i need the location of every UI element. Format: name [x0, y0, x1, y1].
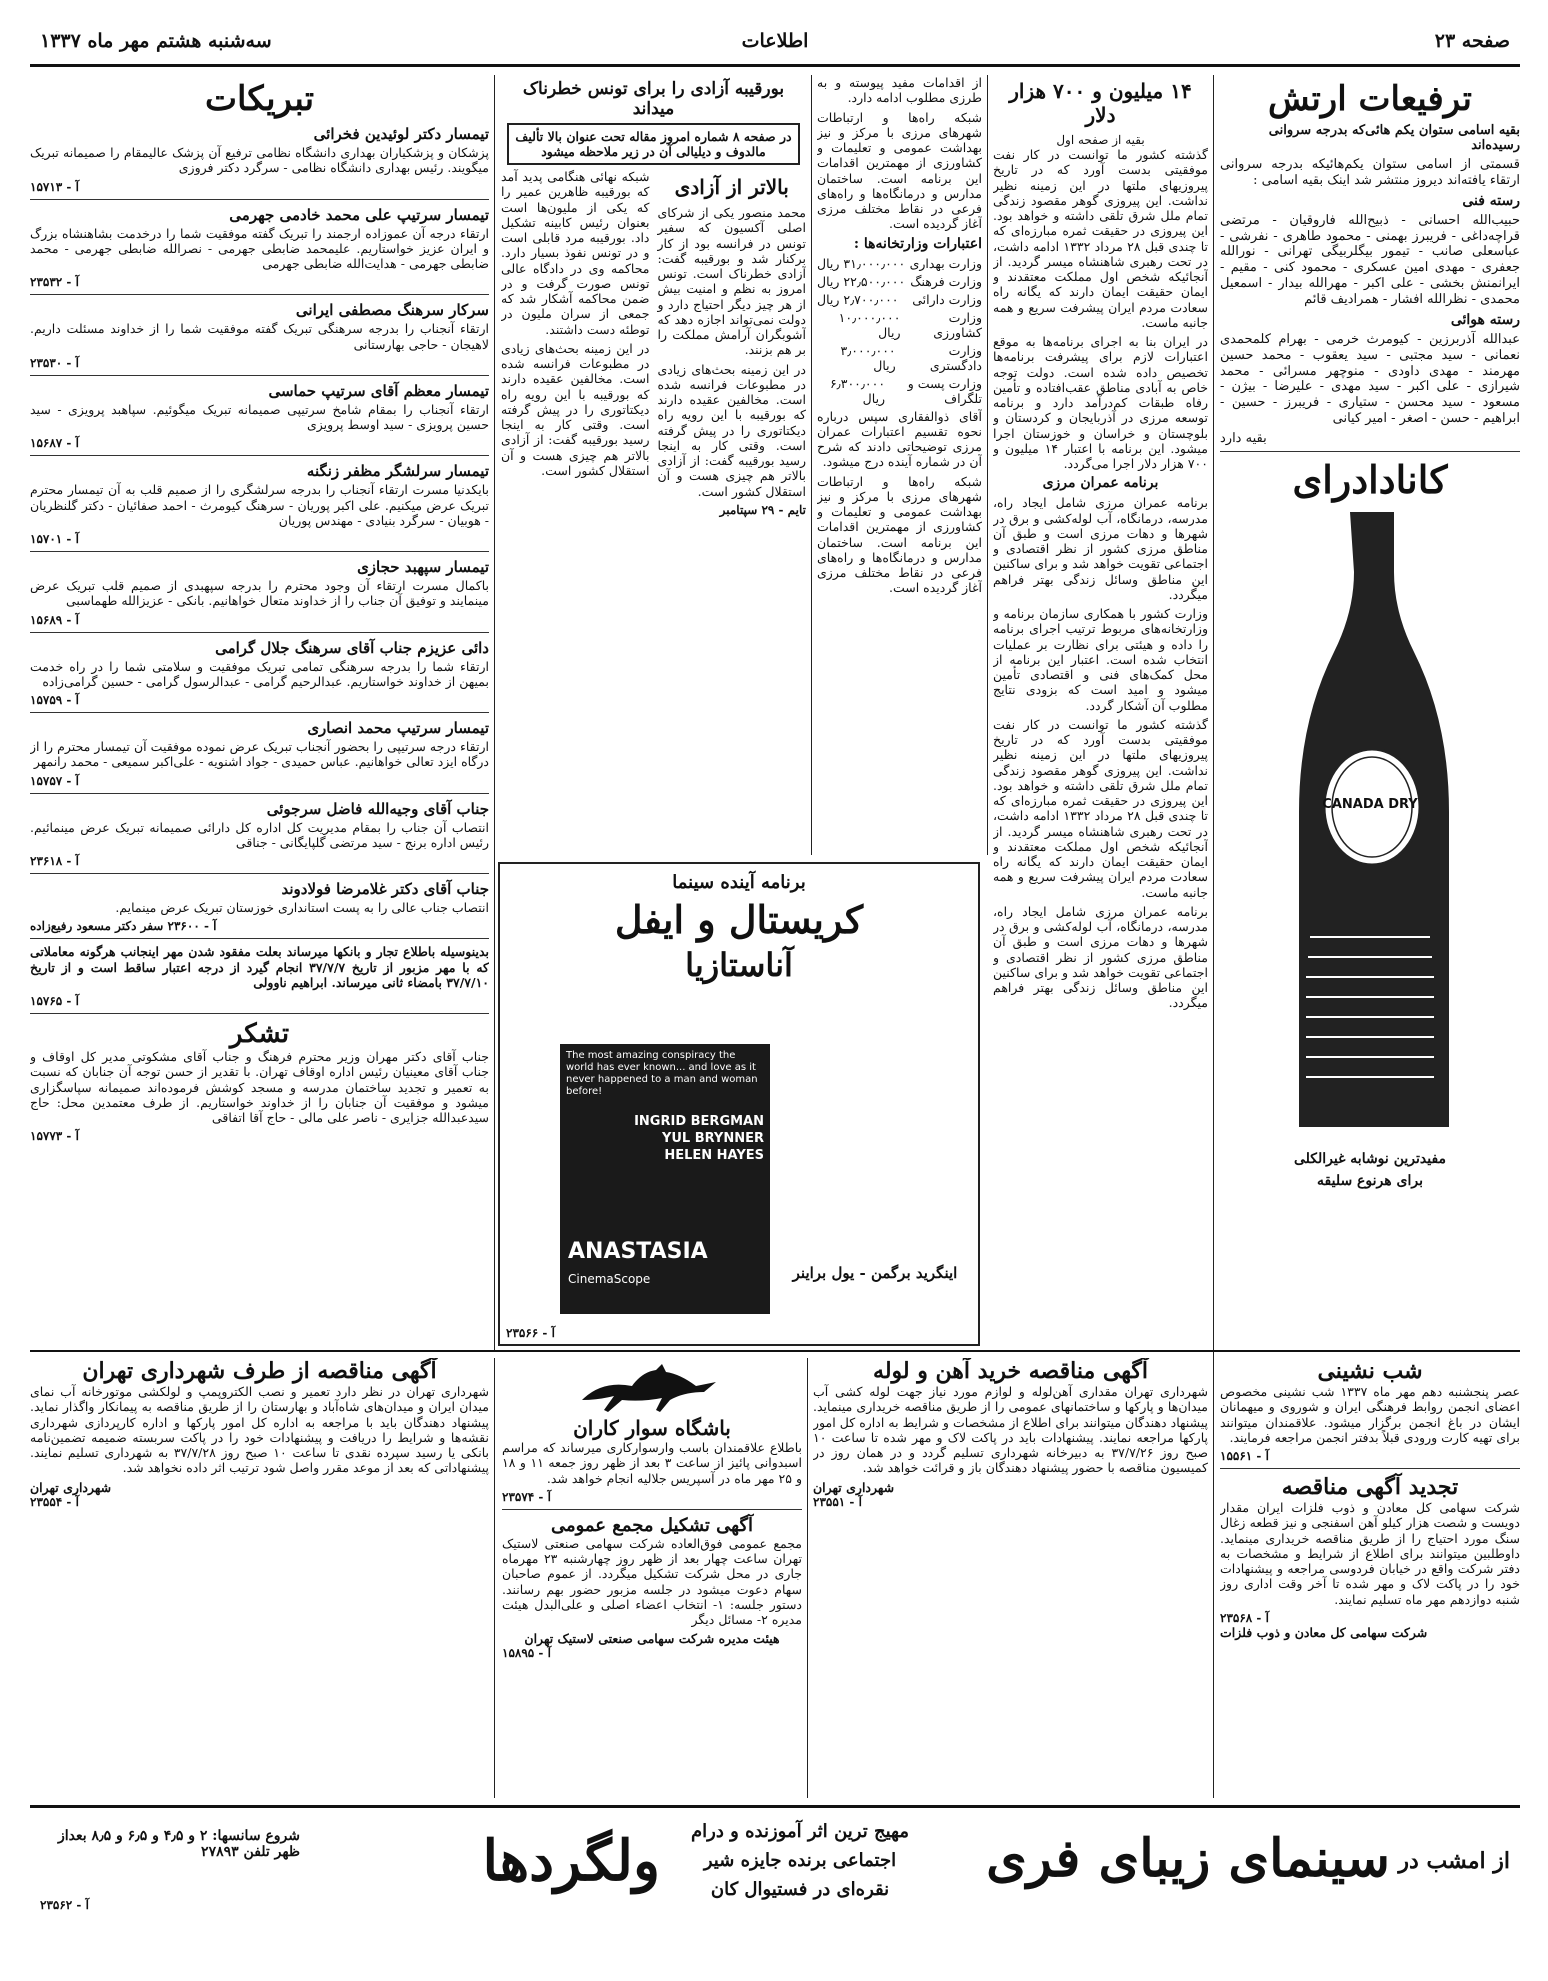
column-budget — [817, 75, 982, 855]
divider — [502, 1509, 802, 1510]
budget-row — [817, 292, 982, 307]
tender-renewal-text: شرکت سهامی کل معادن و ذوب فلزات ایران مقدار دویست و شصت هزار کیلو آهن اسفنجی و نیز قطعه زغال سنگ مورد احتیاج را از طریق مناقصه خریداری مینماید. داوطلبین میتوانند برای اطلاع از شرایط و مشخصات به دفتر شرکت واقع در خیابان فردوسی مراجعه و پیشنهادات خود را در پاکت لاک و مهر شده تا آخر وقت اداری روز شنبه دوازدهم مهر ماه تسلیم نمایند. — [1220, 1500, 1520, 1607]
divider — [1220, 1468, 1520, 1469]
horse-club-title: باشگاه سوار کاران — [573, 1416, 731, 1440]
ad-code: آ - ۱۵۷۵۷ — [30, 773, 79, 788]
page-number: صفحه ۲۳ — [1434, 30, 1510, 52]
cinema-ad-title: برنامه آینده سینما — [672, 872, 806, 893]
column-promotions — [1220, 75, 1520, 1350]
film-poster — [560, 1044, 770, 1314]
congrats-text: بایکدنیا مسرت ارتقاء آنجناب را بدرجه سرلشگری را از صمیم قلب به آن تیمسار محترم تبریک عرض میکنیم. علی اکبر پوریان - سرهنگ کیومرث - احمد صفائیان - دکتر گلنظریان - هوبیان - سرگرد بنیادی - مهندس پوریان — [30, 482, 489, 528]
branch-technical-names: حبیب‌الله احسانی - ذبیح‌الله فاروقیان - مرتضی قراچه‌داغی - فریبرز بهمنی - محمود طاهری - نفرشی - عباسعلی صانب - تیمور بیگلربیگی تهرانی - نورالله جعفری - مهدی امین عسکری - محمود کنی - مقیم - ایرانمنش بخشی - علی اکبر - مهرالله بیدار - اسمعیل محمدی - نظرالله افشار - همرادیف قائم — [1220, 212, 1520, 308]
thanks-text: جناب آقای دکتر مهران وزیر محترم فرهنگ و جناب آقای مشکوتی مدیر کل اوقاف و جناب آقای معینیان رئیس اداره اوقاف تهران. با تقدیر از حسن توجه آن جنابان که نسبت به تعمیر و تجدید ساختمان مدرسه و مسجد کوشش فرموده‌اند صمیمانه سپاسگزاری میشود و موفقیت آن جنابان را از خداوند خواستاریم. از طرف معتمدین محل: حاج سیدعبدالله جزایری - ناصر علی مالی - حاج آقا اتفاقی — [30, 1049, 489, 1125]
column-border-development — [993, 75, 1208, 1350]
poster-tagline: The most amazing conspiracy the world has ever known... and love as it never happened to a man and woman before! — [566, 1050, 758, 1097]
divider — [30, 712, 489, 713]
bourguiba-title: بورقیبه آزادی را برای تونس خطرناک میداند — [522, 79, 785, 119]
congrats-item — [30, 125, 489, 200]
cast-name: HELEN HAYES — [664, 1147, 764, 1163]
issue-date: سه‌شنبه هشتم مهر ماه ۱۳۳۷ — [40, 30, 272, 52]
ministry: وزارت پست و تلگراف — [907, 375, 982, 406]
article-paragraph: شبکه راه‌ها و ارتباطات شهرهای مرزی با مرکز و نیز بهداشت عمومی و تعلیمات و کشاورزی از مهمترین اقدامات این برنامه است. ساختمان مدارس و درمانگاه‌ها و راه‌های فرعی در نقاط مختلف مرزی آغاز گردیده است. — [817, 109, 982, 232]
cinema-names: کریستال و ایفل — [614, 897, 864, 942]
congrats-heading: تیمسار سپهبد حجازی — [357, 558, 489, 576]
pipe-tender-title: آگهی مناقصه خرید آهن و لوله — [873, 1358, 1148, 1384]
ad-code: آ - ۱۵۷۶۵ — [30, 994, 79, 1008]
congrats-heading: تیمسار سرلشگر مظفر زنگنه — [306, 462, 489, 481]
budget-row — [817, 256, 982, 271]
divider — [30, 551, 489, 552]
night-party-text: عصر پنجشنبه دهم مهر ماه ۱۳۳۷ شب نشینی مخصوص اعضای انجمن روابط فرهنگی ایران و شوروی و میهمانان ایشان در باغ انجمن برگزار میشود. علاقمندان میتوانند برای تهیه کارت ورودی قبلاً بدفتر انجمن مراجعه فرمایند. — [1220, 1384, 1520, 1445]
night-party-title: شب نشینی — [1317, 1358, 1423, 1384]
cinema-ad — [498, 862, 980, 1346]
article-paragraph: در این زمینه بحث‌های زیادی در مطبوعات فرانسه شده است. مخالفین عقیده دارند که بورقیبه با این رویه راه دیکتاتوری را در پیش گرفته است. وقتی کار به اینجا رسید بورقیبه گفت: از آزادی بالاتر هم چیزی هست و آن استقلال کشور است. — [501, 340, 650, 478]
divider — [807, 1358, 808, 1798]
divider — [30, 873, 489, 874]
ad-code: آ - ۲۳۵۳۲ — [30, 275, 79, 290]
canada-dry-slogan-1: مفیدترین نوشابه غیرالکلی — [1293, 1151, 1447, 1168]
divider — [30, 455, 489, 456]
tender-renewal-title: تجدید آگهی مناقصه — [1281, 1474, 1459, 1500]
classifieds-municipality — [30, 1358, 489, 1798]
congrats-heading: دائی عزیزم جناب آقای سرهنگ جلال گرامی — [215, 638, 489, 657]
assembly-text: مجمع عمومی فوق‌العاده شرکت سهامی صنعتی لاستیک تهران ساعت چهار بعد از ظهر روز چهارشنبه ۲۳ مهرماه جاری در محل شرکت تشکیل میگردد. از عموم صاحبان سهام دعوت میشود در جلسه مزبور حضور بهم رسانند. دستور جلسه: ۱- انتخاب اعضاء اصلی و علی‌البدل هیئت مدیره ۲- مسائل دیگر — [502, 1535, 802, 1627]
congrats-text: ارتقاء درجه آن عموزاده ارجمند را تبریک گفته موفقیت شما را درخدمت بشاهنشاه بزرگ و ایران عزیز خواستاریم. علیمحمد ضابطی جهرمی - نصرالله ضابطی جهرمی - محمد ضابطی جهرمی - هدایت‌الله ضابطی جهرمی — [30, 225, 489, 271]
poster-format: CinemaScope — [568, 1272, 651, 1286]
cast-name: INGRID BERGMAN — [634, 1114, 764, 1129]
ad-code: آ - ۲۳۵۷۴ — [502, 1489, 551, 1504]
classifieds-right — [1220, 1358, 1520, 1798]
persian-cast: اینگرید برگمن - یول براینر — [792, 1264, 958, 1282]
congrats-item — [30, 639, 489, 714]
budget-table — [817, 256, 982, 406]
pipe-tender-text: شهرداری تهران مقداری آهن‌لوله و لوازم مورد نیاز جهت لوله کشی آب میدان‌ها و پارکها و ساختمانهای عمومی را از طریق مناقصه خریداری مینماید. پیشنهاد دهندگان میتوانند برای اطلاع از مشخصات و شرایط به اداره کل امور پارکها مراجعه نمایند. پیشنهادات باید در پاکت لاک و مهر شده تا ساعت ۱۰ صبح روز ۳۷/۷/۲۶ به دبیرخانه شهرداری تسلیم گردد و در همان روز در کمیسیون مناقصه با حضور پیشنهاد دهندگان باز و قرائت خواهد شد. — [813, 1384, 1208, 1476]
article-paragraph: محمد منصور یکی از شرکای اصلی آکسیون که سفیر تونس در فرانسه بود از کار برکنار شد و بورقیبه گفت: آزادی خطرناک است. تونس امروز به نظم و امنیت بیش از هر چیز دیگر احتیاج دارد و دولت نمی‌تواند اجازه دهد که آشوبگران آرامش مملکت را بر هم بزنند. — [657, 205, 806, 358]
ministry: وزارت کشاورزی — [933, 309, 982, 340]
continued-label: بقیه از صفحه اول — [1056, 133, 1145, 147]
divider — [1220, 451, 1520, 452]
banner-desc-line: مهیج ترین اثر آموزنده و درام — [691, 1821, 909, 1842]
congrats-item — [30, 719, 489, 794]
ministry: وزارت فرهنگ — [910, 273, 982, 289]
divider — [30, 632, 489, 633]
classifieds-pipe-tender — [813, 1358, 1208, 1798]
congrats-text: پزشکان و پزشکیاران بهداری دانشگاه نظامی ترفیع آن پزشک عالیمقام را صمیمانه تبریک میگویند. رئیس بهداری دانشگاه نظامی - سرگرد دکتر فروزی — [30, 145, 489, 176]
congrats-heading: تیمسار معظم آقای سرتیپ حماسی — [268, 381, 489, 400]
congrats-item — [30, 558, 489, 633]
congrats-item — [30, 206, 489, 296]
horse-rider-icon — [572, 1362, 732, 1412]
film-title-persian: آناستازیا — [685, 946, 793, 984]
divider — [494, 75, 495, 1350]
ad-code: آ - ۲۳۶۰۰ سفر دکتر مسعود رفیع‌زاده — [30, 919, 217, 934]
tender-renewal-signature: شرکت سهامی کل معادن و ذوب فلزات — [1220, 1624, 1428, 1640]
canada-dry-slogan-2: برای هرنوع سلیقه — [1317, 1173, 1423, 1190]
subheading-beyond-freedom: بالاتر از آزادی — [674, 175, 789, 199]
ad-code: آ - ۱۵۸۹۵ — [502, 1646, 551, 1661]
column-congratulations — [30, 75, 489, 1350]
congrats-heading: تیمسار سرتیپ محمد انصاری — [307, 719, 489, 737]
to-be-continued: بقیه دارد — [1220, 431, 1267, 447]
poster-cast — [634, 1114, 764, 1165]
assembly-title: آگهی تشکیل مجمع عمومی — [550, 1514, 754, 1536]
ad-code: آ - ۱۵۷۵۹ — [30, 693, 79, 707]
ministry: وزارت بهداری — [909, 255, 982, 271]
bottle-label: CANADA DRY — [1322, 797, 1418, 813]
divider — [30, 793, 489, 794]
divider — [987, 75, 988, 855]
budget-row — [817, 310, 982, 340]
banner-desc-line: اجتماعی برنده جایزه شیر — [703, 1849, 897, 1871]
classifieds-rule — [30, 1350, 1520, 1352]
divider — [30, 294, 489, 295]
pipe-tender-signature: شهرداری تهران — [813, 1479, 895, 1495]
classifieds-middle — [502, 1358, 802, 1798]
branch-air-names: عبدالله آذربرزین - کیومرث خرمی - بهرام کلمحمدی نعمانی - سید مجتبی - سید یعقوب - محمد حسین مهرمند - مهدی داودی - منوچهر مسرائی - محمد شیرازی - علی اکبر - سید مهدی - علیرضا - بیژن - مسعود - سید محسن - ستیاری - فریبرز - حسین - ابراهیم - حسن - اصغر - امیر کیانی — [1220, 331, 1520, 427]
ad-code: آ - ۲۳۵۶۶ — [506, 1326, 555, 1340]
article-paragraph: در این زمینه بحث‌های زیادی در مطبوعات فرانسه شده است. مخالفین عقیده دارند که بورقیبه با این رویه راه دیکتاتوری را در پیش گرفته است. وقتی کار به اینجا رسید بورقیبه گفت: از آزادی بالاتر هم چیزی هست و آن استقلال کشور است. — [657, 361, 806, 499]
article-title-14-million: ۱۴ میلیون و ۷۰۰ هزار دلار — [1009, 79, 1192, 127]
branch-technical: رسته فنی — [1462, 192, 1520, 209]
ad-code: آ - ۱۵۶۸۷ — [30, 436, 79, 451]
congrats-text: انتصاب آن جناب را بمقام مدیریت کل اداره کل دارائی صمیمانه تبریک عرض مینمائیم. رئیس اداره برنج - سید مرتضی گلپایگانی - جناقی — [30, 819, 489, 850]
article-paragraph: گذشته کشور ما توانست در کار نفت موفقیتی بدست آورد که در تاریخ پیروزیهای ملتها در این زمینه نظیر نداشت. این پیروزی گوهر مقصود زندگی تمام ملل شرق تلقی داشته و خواهد بود. این پیروزی در حقیقت ثمره مبارزه‌ای که تا چندی قبل ۲۸ مرداد ۱۳۳۲ ادامه داشت، در تحت رهبری شاهنشاه میسر گردید. از آنجائیکه شخص اول مملکت معتقدند و ایمان حقیقت ایمان دارند که یگانه راه سعادت مردم ایران پیشرفت سریع و همه جانبه ماست. — [993, 716, 1208, 900]
budget-row — [817, 274, 982, 289]
amount: ۱۰٫۰۰۰٫۰۰۰ ریال — [838, 309, 901, 340]
header-rule — [30, 64, 1520, 67]
bottom-cinema-banner — [30, 1805, 1520, 1958]
ad-code: آ - ۲۳۵۳۰ — [30, 355, 79, 370]
banner-film-title: ولگردها — [482, 1828, 660, 1894]
congrats-text: ارتقاء شما را بدرجه سرهنگی تمامی تبریک موفقیت و سلامتی شما را در راه خدمت بمیهن از خداوند خواستاریم. عبدالرحیم گرامی - عبدالرسول گرامی - حسین گرامی‌زاده — [30, 658, 489, 689]
promotions-subtitle: بقیه اسامی ستوان یکم هائی‌که بدرجه سروانی رسیده‌اند — [1268, 123, 1520, 153]
canada-dry-brand: کانادادرای — [1292, 457, 1448, 503]
article-paragraph: برنامه عمران مرزی شامل ایجاد راه، مدرسه، درمانگاه، آب لوله‌کشی و برق در شهرها و دهات مرزی است و طبق آن مناطق مرزی کشور از نظر اقتصادی و اجتماعی تقویت خواهد شد و برای ساکنین این مناطق وسائل زندگی بهتر فراهم میگردد. — [993, 495, 1208, 602]
amount: ۶٫۳۰۰٫۰۰۰ ریال — [829, 375, 886, 406]
congratulations-title: تبریکات — [204, 79, 315, 119]
article-paragraph: در ایران بنا به اجرای برنامه‌ها به موقع اعتبارات لازم برای پیشرفت برنامه‌ها تخصیص داده شده است. دولت توجه خاص به آبادی مناطق عقب‌افتاده و تأمین رفاه طبقات کم‌درآمد دارد و برنامه توسعه مرزی در آذربایجان و کردستان و بلوچستان و خراسان و خوزستان اجرا میشود. این برنامه با اعتبار ۱۴ میلیون و ۷۰۰ هزار دلار اجرا می‌گردد. — [993, 334, 1208, 471]
congrats-item — [30, 382, 489, 457]
congrats-heading: جناب آقای وجیه‌الله فاضل سرجوئی — [266, 799, 489, 818]
bottle-illustration — [1220, 507, 1520, 1127]
ministry: وزارت دادگستری — [929, 342, 982, 373]
poster-film-title: ANASTASIA — [568, 1239, 708, 1264]
banner-desc-line: نقره‌ای در فستیوال کان — [710, 1878, 890, 1900]
congrats-item — [30, 880, 489, 939]
divider — [30, 938, 489, 939]
congrats-text: باکمال مسرت ارتقاء آن وجود محترم را بدرجه سپهبدی از صمیم قلب تبریک عرض مینمایند و توفیق آن جناب را از خداوند متعال خواهانیم. بانکی - عزیزالله طهماسبی — [30, 578, 489, 609]
newspaper-page — [30, 20, 1520, 1965]
congrats-text: ارتقاء آنجناب را بمقام شامخ سرتیپی صمیمانه تبریک میگوئیم. سپاهبد پرویزی - سید حسین پرویزی - سید اوسط پرویزی — [30, 401, 489, 432]
promotions-title: ترفیعات ارتش — [1267, 79, 1473, 119]
municipality-tender-title: آگهی مناقصه از طرف شهرداری تهران — [82, 1358, 437, 1384]
congrats-heading: جناب آقای دکتر غلامرضا فولادوند — [281, 880, 489, 898]
congrats-text: ارتقاء درجه سرتیپی را بحضور آنجناب تبریک عرض نموده موفقیت آن تیمسار محترم را از درگاه ایزد تعالی خواهانیم. عباس حمیدی - جواد اشنویه - علی‌اکبر سمیعی - محمد رانمهر — [30, 739, 489, 770]
amount: ۳۱٫۰۰۰٫۰۰۰ ریال — [817, 255, 906, 271]
article-paragraph: از اقدامات مفید پیوسته و به طرزی مطلوب ادامه دارد. — [817, 75, 982, 106]
congrats-text: ارتقاء آنجناب را بدرجه سرهنگی تبریک گفته موفقیت شما را از خداوند مسئلت داریم. لاهیجان - حاجی بهارستانی — [30, 321, 489, 352]
article-box: در صفحه ۸ شماره امروز مقاله تحت عنوان بالا تألیف مالدوف و دیلیالی آن در زیر ملاحظه میشود — [507, 123, 800, 165]
canada-dry-ad — [1220, 457, 1520, 1197]
ad-code: آ - ۲۳۵۶۸ — [1220, 1610, 1269, 1625]
divider — [30, 199, 489, 200]
lost-seal-notice: بدینوسیله باطلاع تجار و بانکها میرساند بعلت مفقود شدن مهر اینجانب هرگونه معاملاتی که با مهر مزبور از تاریخ ۳۷/۷/۷ انجام گیرد از درجه اعتبار ساقط است و از تاریخ ۳۷/۷/۱۰ بامضاء ثانی میرساند. ابراهیم ناوولی — [30, 944, 489, 990]
budget-row — [817, 376, 982, 406]
budget-table-title: اعتبارات وزارتخانه‌ها : — [853, 235, 982, 252]
banner-from-tonight: از امشب در — [1398, 1848, 1510, 1874]
congrats-text: انتصاب جناب عالی را به پست استانداری خوزستان تبریک عرض مینمایم. — [115, 900, 489, 915]
banner-showtimes: شروع سانسها: ۲ و ۴٫۵ و ۶٫۵ و ۸٫۵ بعداز ظهر تلفن ۲۷۸۹۳ — [58, 1828, 300, 1860]
ad-code: آ - ۲۳۶۱۸ — [30, 854, 79, 868]
branch-air: رسته هوائی — [1450, 311, 1520, 328]
article-source: تایم - ۲۹ سپتامبر — [719, 502, 806, 517]
amount: ۳٫۰۰۰٫۰۰۰ ریال — [840, 342, 896, 373]
assembly-signature: هیئت مدیره شرکت سهامی صنعتی لاستیک تهران — [524, 1631, 780, 1647]
congrats-heading: تیمسار سرتیپ علی محمد خادمی جهرمی — [229, 205, 489, 224]
article-paragraph: شبکه نهائی هنگامی پدید آمد که بورقیبه ظاهرین عمیر را که یکی از ملیون‌ها است بعنوان رئیس کابینه تشکیل داد. بورقیبه مرد قابلی است و در تونس نفوذ بسیار دارد. محاکمه وی در دادگاه عالی تونس صورت گرفت و در ضمن محاکمه آشکار شد که جمعی از سران ملیون در توطئه دست داشتند. — [501, 169, 650, 337]
municipality-tender-text: شهرداری تهران در نظر دارد تعمیر و نصب الکتروپمپ و لولکشی موتورخانه آب نمای میدان ایران و میدان‌های شاه‌آباد و بهارستان را از طریق مناقصه به پیمانکار واگذار نماید. پیشنهاد دهندگان باید با مراجعه به اداره کل امور پارکها و اداره کارپردازی شهرداری نقشه‌ها و شرایط را دریافت و پیشنهادات خود را در پاکت سربسته ضمیمه تضمین‌نامه بانکی یا رسید سپرده نقدی تا ساعت ۱۰ صبح روز ۳۷/۷/۲۸ به شهرداری تسلیم نمایند. پیشنهاداتی که بعد از موعد مقرر واصل شود ترتیب اثر داده نخواهد شد. — [30, 1384, 489, 1476]
amount: ۲۲٫۵۰۰٫۰۰۰ ریال — [817, 273, 906, 289]
cast-name: YUL BRYNNER — [661, 1130, 764, 1146]
thanks-title: تشکر — [229, 1019, 290, 1049]
article-paragraph: برنامه عمران مرزی شامل ایجاد راه، مدرسه، درمانگاه، آب لوله‌کشی و برق در شهرها و دهات مرزی است و طبق آن مناطق مرزی کشور از نظر اقتصادی و اجتماعی تقویت خواهد شد و برای ساکنین این مناطق وسائل زندگی بهتر فراهم میگردد. — [993, 903, 1208, 1011]
ad-code: آ - ۱۵۷۰۱ — [30, 532, 79, 546]
ad-code: آ - ۲۳۵۶۲ — [40, 1898, 89, 1912]
page-header — [30, 20, 1520, 64]
newspaper-name: اطلاعات — [741, 30, 809, 52]
amount: ۲٫۷۰۰٫۰۰۰ ریال — [817, 291, 899, 307]
banner-cinema-name: سینمای زیبای فری — [986, 1828, 1390, 1889]
article-paragraph: شبکه راه‌ها و ارتباطات شهرهای مرزی با مرکز و نیز بهداشت عمومی و تعلیمات و کشاورزی از مهمترین اقدامات این برنامه است. ساختمان مدارس و درمانگاه‌ها و راه‌های فرعی در نقاط مختلف مرزی آغاز گردیده است. — [817, 473, 982, 596]
congrats-heading: تیمسار دکتر لوئیدین فخرائی — [313, 125, 489, 143]
horse-club-text: باطلاع علاقمندان باسب وارسوارکاری میرساند که مراسم اسبدوانی پائیز از ساعت ۳ بعد از ظهر روز جمعه ۱۱ و ۱۸ و ۲۵ مهر ماه در آسپریس جلالیه انجام خواهد شد. — [502, 1440, 802, 1486]
congrats-item — [30, 462, 489, 552]
article-paragraph: گذشته کشور ما توانست در کار نفت موفقیتی بدست آورد که در تاریخ پیروزیهای ملتها در این زمینه نظیر نداشت. این پیروزی گوهر مقصود زندگی تمام ملل شرق تلقی داشته و خواهد بود. این پیروزی در حقیقت ثمره مبارزه‌ای که تا چندی قبل ۲۸ مرداد ۱۳۳۲ ادامه داشت، در تحت رهبری شاهنشاه میسر گردید. از آنجائیکه شخص اول مملکت معتقدند و ایمان حقیقت ایمان دارند که یگانه راه سعادت مردم ایران پیشرفت سریع و همه جانبه ماست. — [993, 147, 1208, 330]
ad-code: آ - ۲۳۵۵۴ — [30, 1494, 79, 1509]
ministry: وزارت دارائی — [912, 291, 982, 307]
congrats-item — [30, 800, 489, 875]
municipality-signature: شهرداری تهران — [30, 1479, 112, 1495]
divider — [811, 75, 812, 855]
budget-row — [817, 343, 982, 373]
congrats-item — [30, 301, 489, 376]
section-heading: برنامه عمران مرزی — [1042, 475, 1159, 492]
ad-code: آ - ۱۵۷۷۳ — [30, 1129, 79, 1144]
column-bourguiba — [501, 75, 806, 855]
ad-code: آ - ۱۵۵۶۱ — [1220, 1449, 1269, 1463]
divider — [1213, 1358, 1214, 1798]
ad-code: آ - ۱۵۷۱۳ — [30, 179, 79, 194]
ad-code: آ - ۲۳۵۵۱ — [813, 1494, 862, 1509]
divider — [30, 1013, 489, 1014]
promotions-intro: قسمتی از اسامی ستوان یکم‌هائیکه بدرجه سروانی ارتقاء یافته‌اند دیروز منتشر شد اینک بقیه اسامی : — [1220, 157, 1520, 188]
divider — [1213, 75, 1214, 1365]
divider — [494, 1358, 495, 1798]
congrats-heading: سرکار سرهنگ مصطفی ایرانی — [295, 301, 489, 320]
divider — [30, 375, 489, 376]
article-paragraph: وزارت کشور با همکاری سازمان برنامه و وزارتخانه‌های مربوط ترتیب اجرای برنامه را داده و هیئتی برای نظارت بر عملیات انتخاب شده است. اعتبار این برنامه از محل کمک‌های فنی و اقتصادی تأمین میشود و امید است که بزودی نتایج مطلوب آن آشکار گردد. — [993, 606, 1208, 713]
article-paragraph: آقای ذوالفقاری سپس درباره نحوه تقسیم اعتبارات عمران مرزی توضیحاتی دادند که شرح آن در شماره آینده درج میشود. — [817, 408, 982, 470]
ad-code: آ - ۱۵۶۸۹ — [30, 612, 79, 627]
banner-description — [670, 1818, 930, 1904]
